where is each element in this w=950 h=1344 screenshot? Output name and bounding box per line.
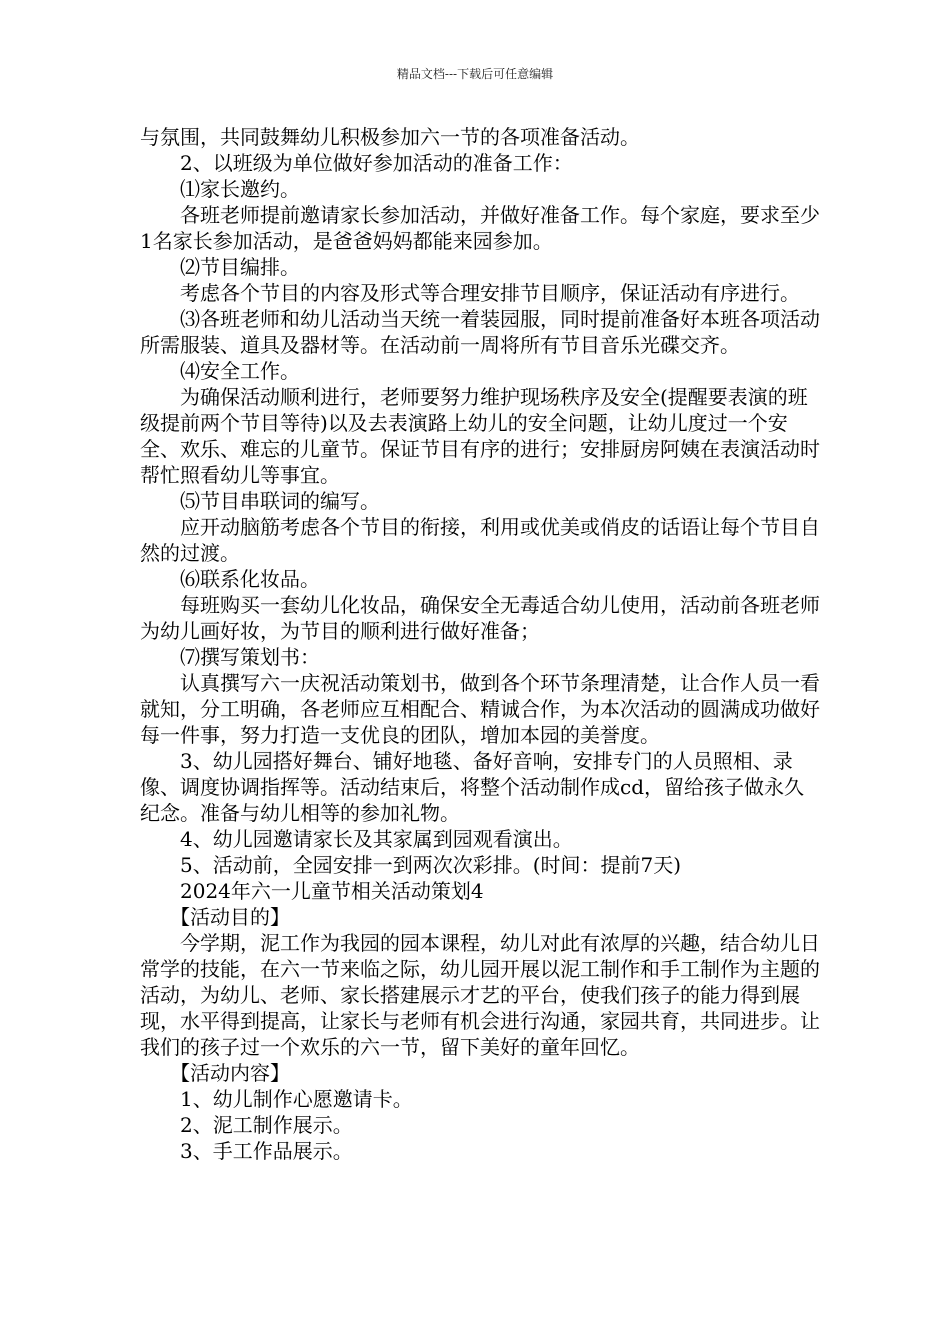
page-header: 精品文档---下载后可任意编辑 [396, 67, 554, 81]
paragraph: ⑹联系化妆品。 [140, 567, 320, 591]
list-item: 3、手工作品展示。 [140, 1139, 353, 1163]
paragraph: 各班老师提前邀请家长参加活动，并做好准备工作。每个家庭，要求至少1名家长参加活动，是爸爸妈妈都能来园参加。 [140, 203, 820, 253]
list-item: 2、泥工制作展示。 [140, 1113, 353, 1137]
paragraph: 3、幼儿园搭好舞台、铺好地毯、备好音响，安排专门的人员照相、录像、调度协调指挥等。活动结束后，将整个活动制作成cd，留给孩子做永久纪念。准备与幼儿相等的参加礼物。 [140, 749, 805, 825]
list-item: 1、幼儿制作心愿邀请卡。 [140, 1087, 413, 1111]
paragraph: 考虑各个节目的内容及形式等合理安排节目顺序，保证活动有序进行。 [140, 281, 800, 305]
section-subheading: 【活动目的】 [140, 905, 290, 929]
paragraph: 4、幼儿园邀请家长及其家属到园观看演出。 [140, 827, 573, 851]
paragraph: ⑶各班老师和幼儿活动当天统一着装园服，同时提前准备好本班各项活动所需服装、道具及器材等。在活动前一周将所有节目音乐光碟交齐。 [140, 307, 820, 357]
paragraph: ⑺撰写策划书： [140, 645, 320, 669]
paragraph: 每班购买一套幼儿化妆品，确保安全无毒适合幼儿使用，活动前各班老师为幼儿画好妆，为节目的顺利进行做好准备； [140, 593, 820, 643]
paragraph: 应开动脑筋考虑各个节目的衔接，利用或优美或俏皮的话语让每个节目自然的过渡。 [140, 515, 820, 565]
paragraph: 5、活动前，全园安排一到两次次彩排。(时间：提前7天) [140, 853, 682, 877]
document-body [140, 124, 820, 1164]
paragraph: 为确保活动顺利进行，老师要努力维护现场秩序及安全(提醒要表演的班级提前两个节目等待)以及去表演路上幼儿的安全问题，让幼儿度过一个安全、欢乐、难忘的儿童节。保证节目有序的进行；安排厨房阿姨在表演活动时帮忙照看幼儿等事宜。 [140, 385, 820, 487]
section-heading: 2024年六一儿童节相关活动策划4 [140, 879, 484, 903]
paragraph: ⑷安全工作。 [140, 359, 300, 383]
paragraph: ⑸节目串联词的编写。 [140, 489, 380, 513]
paragraph: 今学期，泥工作为我园的园本课程，幼儿对此有浓厚的兴趣，结合幼儿日常学的技能，在六一节来临之际，幼儿园开展以泥工制作和手工制作为主题的活动，为幼儿、老师、家长搭建展示才艺的平台，使我们孩子的能力得到展现，水平得到提高，让家长与老师有机会进行沟通，家园共育，共同进步。让我们的孩子过一个欢乐的六一节，留下美好的童年回忆。 [140, 931, 820, 1059]
paragraph: ⑵节目编排。 [140, 255, 300, 279]
paragraph: 与氛围，共同鼓舞幼儿积极参加六一节的各项准备活动。 [140, 125, 640, 149]
paragraph: ⑴家长邀约。 [140, 177, 300, 201]
section-subheading: 【活动内容】 [140, 1061, 290, 1085]
paragraph: 认真撰写六一庆祝活动策划书，做到各个环节条理清楚，让合作人员一看就知，分工明确，各老师应互相配合、精诚合作，为本次活动的圆满成功做好每一件事，努力打造一支优良的团队，增加本园的美誉度。 [140, 671, 820, 747]
paragraph: 2、以班级为单位做好参加活动的准备工作： [140, 151, 573, 175]
